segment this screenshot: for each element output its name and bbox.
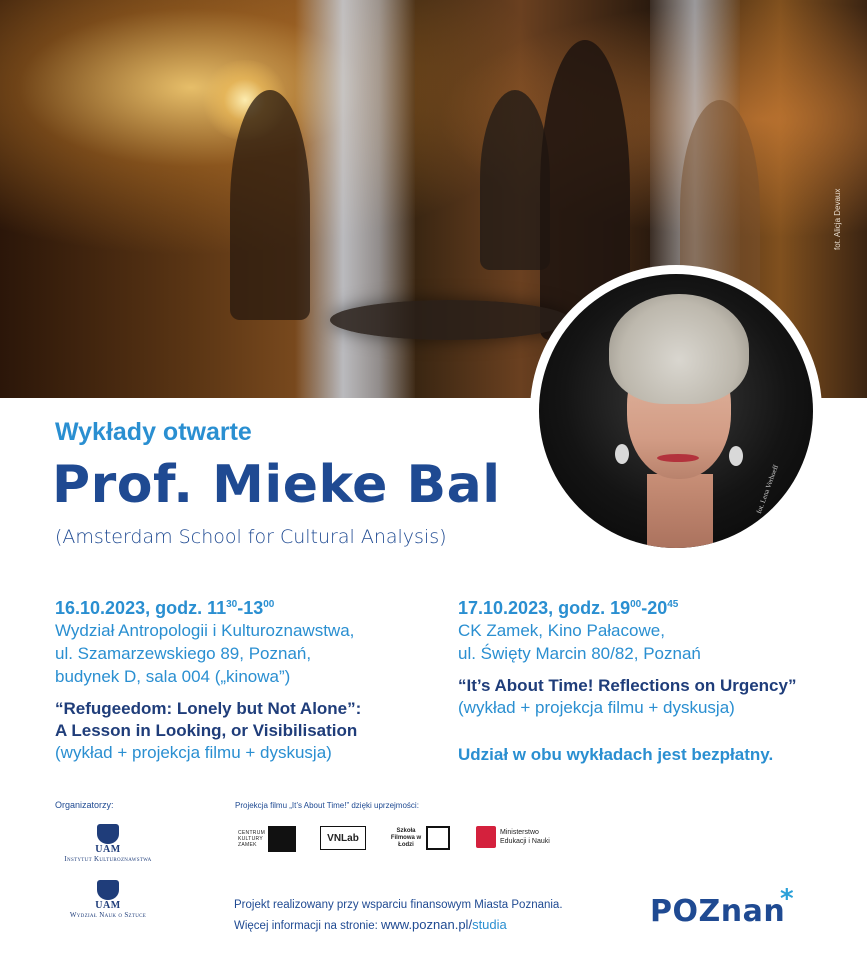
organizers-label: Organizatorzy:: [55, 800, 114, 810]
funding-line: Projekt realizowany przy wsparciu finansowym Miasta Poznania.: [234, 899, 563, 911]
lecture-1-note: (wykład + projekcja filmu + dyskusja): [55, 743, 332, 762]
sponsor-3-name: Szkoła Filmowa w Łodzi: [390, 827, 422, 848]
speaker-affiliation: (Amsterdam School for Cultural Analysis): [55, 526, 447, 548]
lecture-2-location-line: CK Zamek, Kino Pałacowe,: [458, 621, 665, 640]
lecture-1: [55, 594, 455, 764]
more-info-line: Więcej informacji na stronie: www.poznan.pl/studia: [234, 917, 507, 932]
portrait-photo: [539, 274, 813, 548]
lecture-1-location-line: Wydział Antropologii i Kulturoznawstwa,: [55, 621, 355, 640]
sponsor-logo-ministry: [476, 826, 560, 848]
lecture-2-title: “It’s About Time! Reflections on Urgency”: [458, 676, 797, 695]
organizer-1-abbr: UAM: [95, 844, 121, 855]
sponsor-4-name: Ministerstwo Edukacji i Nauki: [500, 829, 550, 845]
sponsor-logo-film-school: [390, 826, 450, 850]
portrait-hair: [609, 294, 749, 404]
sponsor-logo-vnlab: [320, 826, 366, 850]
earring-left: [615, 444, 629, 464]
website-link[interactable]: www.poznan.pl/studia: [381, 917, 507, 932]
sponsors-label: Projekcja filmu „It’s About Time!” dzięki uprzejmości:: [235, 801, 419, 810]
uam-crest-icon: [97, 880, 119, 900]
portrait-neck: [647, 474, 713, 548]
organizer-logo-1: [48, 824, 168, 863]
lecture-1-title: “Refugeedom: Lonely but Not Alone”: A Lesson in Looking, or Visibilisation: [55, 699, 362, 740]
lecture-1-location-line: budynek D, sala 004 („kinowa”): [55, 667, 291, 686]
sponsor-1-name: CENTRUM KULTURY ZAMEK: [238, 830, 266, 848]
lecture-2: [458, 594, 858, 765]
portrait-lips: [657, 454, 699, 462]
organizer-2-name: Wydział Nauk o Sztuce: [69, 911, 147, 919]
film-school-icon: [426, 826, 450, 850]
hero-photo-credit: fot. Alicja Devaux: [833, 188, 842, 250]
curtain-left: [295, 0, 415, 398]
uam-crest-icon: [97, 824, 119, 844]
organizer-2-abbr: UAM: [95, 900, 121, 911]
poznan-city-logo: POZnan *: [650, 884, 795, 929]
organizer-1-name: Instytut Kulturoznawstwa: [64, 855, 152, 863]
table-silhouette: [330, 300, 570, 340]
portrait-photo-credit: fot. Lena Verhoeff: [755, 463, 781, 515]
lecture-2-location-line: ul. Święty Marcin 80/82, Poznań: [458, 644, 701, 663]
figure-silhouette: [230, 90, 310, 320]
lecture-1-date: 16.10.2023, godz. $11^{30}-13^{00}$: [55, 598, 275, 618]
sponsor-2-name: VNLab: [320, 826, 366, 850]
star-icon: *: [780, 884, 795, 914]
lecture-2-note: (wykład + projekcja filmu + dyskusja): [458, 698, 735, 717]
organizer-logo-2: [48, 880, 168, 919]
lecture-2-date: 17.10.2023, godz. $19^{00}-20^{45}$: [458, 598, 679, 618]
earring-right: [729, 446, 743, 466]
free-admission-note: Udział w obu wykładach jest bezpłatny.: [458, 745, 774, 764]
lecture-1-location-line: ul. Szamarzewskiego 89, Poznań,: [55, 644, 312, 663]
speaker-name: Prof. Mieke Bal: [52, 455, 501, 515]
event-subtitle: Wykłady otwarte: [55, 418, 252, 446]
funding-info: [234, 896, 563, 936]
polish-eagle-icon: [476, 826, 496, 848]
sponsor-logo-ck-zamek: [238, 826, 296, 852]
ck-zamek-icon: [268, 826, 296, 852]
